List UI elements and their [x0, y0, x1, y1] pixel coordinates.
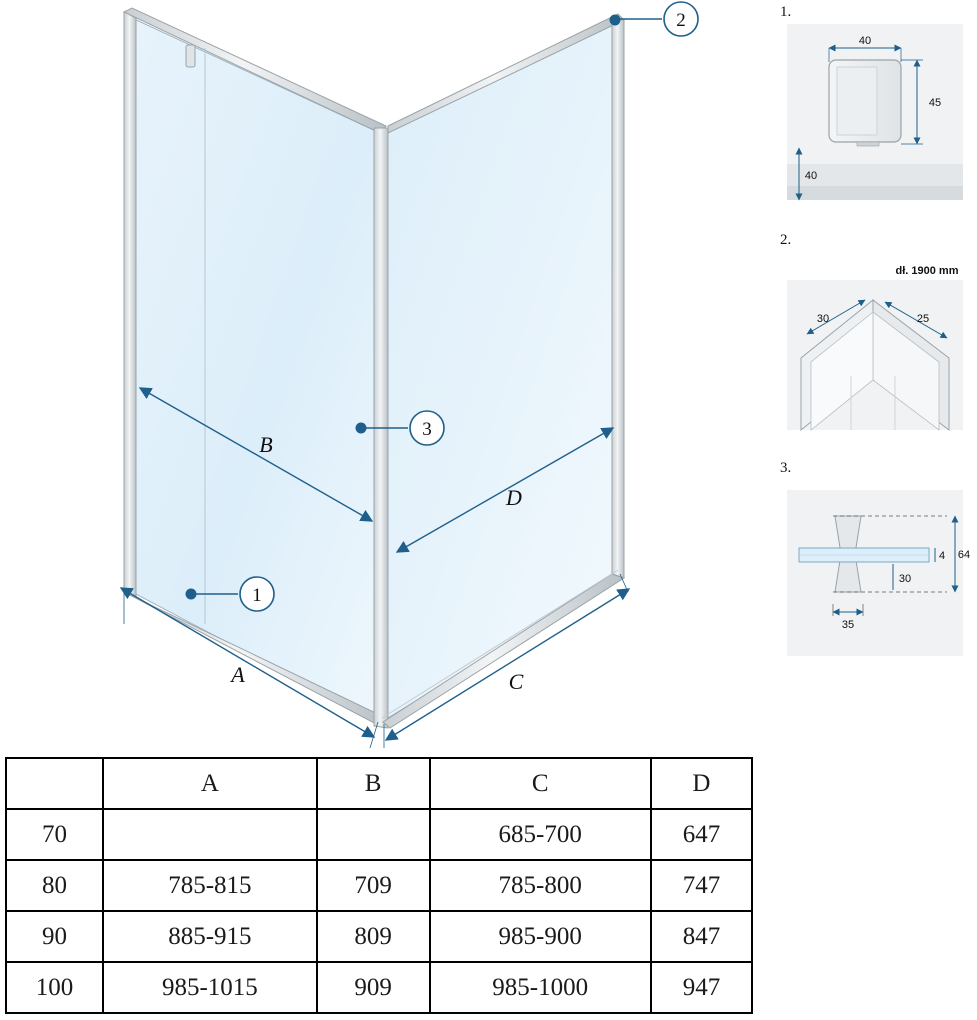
detail-3-body [777, 480, 973, 666]
dimensions-table [5, 757, 753, 1014]
callout-3-label: 3 [422, 419, 432, 440]
row-90-d: 847 [651, 911, 752, 962]
detail-2-dim-right: 25 [916, 313, 930, 325]
row-90-size: 90 [6, 911, 103, 962]
table-row [6, 860, 752, 911]
table-row [6, 809, 752, 860]
detail-3-dim-thickness: 4 [938, 550, 946, 562]
detail-1-dim-offset: 40 [804, 170, 818, 182]
dimension-D-label: D [506, 485, 522, 510]
detail-3-number: 3. [780, 460, 792, 476]
row-90-b: 809 [317, 911, 430, 962]
row-70-d: 647 [651, 809, 752, 860]
row-100-size: 100 [6, 962, 103, 1013]
left-glass-panel [132, 18, 380, 723]
row-100-a: 985-1015 [103, 962, 317, 1013]
dimension-B-label: B [259, 432, 273, 457]
table-header-c: C [430, 758, 651, 809]
table-row [6, 962, 752, 1013]
row-90-a: 885-915 [103, 911, 317, 962]
detail-2-number: 2. [780, 232, 792, 248]
detail-panel-3 [777, 460, 973, 672]
detail-2-body [777, 252, 973, 438]
row-80-d: 747 [651, 860, 752, 911]
row-100-b: 909 [317, 962, 430, 1013]
detail-3-dim-base: 35 [841, 619, 855, 631]
row-100-d: 947 [651, 962, 752, 1013]
table-header-size [6, 758, 103, 809]
detail-panel-2 [777, 232, 973, 440]
detail-2-length-note: dł. 1900 mm [895, 265, 959, 277]
detail-1-number: 1. [780, 4, 792, 20]
row-80-b: 709 [317, 860, 430, 911]
row-80-c: 785-800 [430, 860, 651, 911]
dimension-C-label: C [508, 669, 524, 694]
row-80-a: 785-815 [103, 860, 317, 911]
row-80-size: 80 [6, 860, 103, 911]
row-100-c: 985-1000 [430, 962, 651, 1013]
dimension-A-label: A [231, 662, 245, 687]
table-header-row [6, 758, 752, 809]
table-header-b: B [317, 758, 430, 809]
callout-1-label: 1 [252, 585, 262, 606]
detail-1-dim-width: 40 [858, 35, 872, 47]
table-row [6, 911, 752, 962]
detail-1-dim-height: 45 [928, 97, 942, 109]
callout-2-label: 2 [676, 10, 686, 31]
row-70-c: 685-700 [430, 809, 651, 860]
row-70-size: 70 [6, 809, 103, 860]
detail-1-body [777, 24, 973, 210]
table-header-d: D [651, 758, 752, 809]
row-90-c: 985-900 [430, 911, 651, 962]
detail-3-dim-lower: 30 [898, 573, 912, 585]
detail-3-dim-total: 64 [957, 549, 971, 561]
detail-2-dim-left: 30 [816, 313, 830, 325]
detail-panel-1 [777, 4, 973, 216]
row-70-a [103, 809, 317, 860]
row-70-b [317, 809, 430, 860]
table-header-a: A [103, 758, 317, 809]
